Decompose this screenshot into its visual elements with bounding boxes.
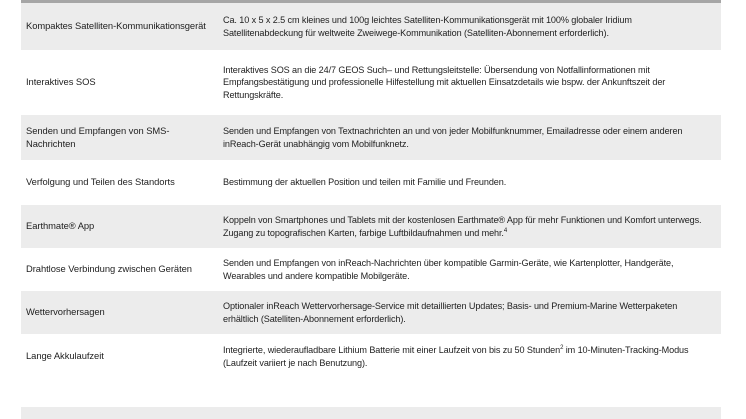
feature-description-text-continued: im 10-Minuten-Tracking-Modus (Laufzeit variiert je nach Benutzung). [223, 344, 689, 368]
table-row [21, 205, 721, 249]
table-row [21, 249, 721, 291]
feature-description [219, 344, 721, 369]
feature-label: Senden und Empfangen von SMS-Nachrichten [26, 124, 170, 149]
footnote-marker: 4 [503, 227, 508, 234]
feature-description: Senden und Empfangen von inReach-Nachrichten über kompatible Garmin-Geräte, wie Kartenplotter, Handgeräte, Wearables und andere kompatible Mobilgeräte. [223, 257, 674, 281]
feature-description: Optionaler inReach Wettervorhersage-Service mit detaillierten Updates; Basis- und Premium-Marine Wetterpaketen erhältlich (Satelliten-Abonnement erforderlich). [223, 300, 678, 324]
table-next-row-band [21, 407, 721, 419]
feature-description: Senden und Empfangen von Textnachrichten an und von jeder Mobilfunknummer, Emailadresse oder einem anderen inReach-Gerät unabhängig vom Mobilfunknetz. [223, 125, 683, 149]
footnote-marker: 2 [560, 344, 564, 351]
table-row [21, 3, 721, 51]
table-row [21, 115, 721, 161]
feature-label: Kompaktes Satelliten-Kommunikationsgerät [26, 20, 206, 32]
feature-label: Wettervorhersagen [26, 306, 105, 318]
feature-label: Drahtlose Verbindung zwischen Geräten [26, 263, 192, 275]
feature-description: Bestimmung der aktuellen Position und teilen mit Familie und Freunden. [223, 177, 507, 188]
table-row [21, 291, 721, 335]
table-row [21, 335, 721, 379]
feature-description-text: Koppeln von Smartphones und Tablets mit der kostenlosen Earthmate® App für mehr Funktionen und Komfort unterwegs. Zugang zu topografischen Karten, farbige Luftbildaufnahmen und mehr. [223, 214, 702, 238]
feature-label: Verfolgung und Teilen des Standorts [26, 176, 175, 188]
table-row [21, 161, 721, 205]
feature-label: Earthmate® App [26, 220, 95, 232]
table-row [21, 51, 721, 115]
feature-description: Interaktives SOS an die 24/7 GEOS Such– und Rettungsleitstelle: Übersendung von Notfallinformationen mit Empfangsbestätigung und professionelle Hilfestellung mit aktuellen Einsatzdetails wie bspw. der Ankunftszeit der Rettungskräfte. [223, 64, 666, 100]
feature-table [21, 3, 721, 379]
feature-label: Lange Akkulaufzeit [26, 350, 104, 362]
feature-description [219, 214, 721, 239]
feature-label: Interaktives SOS [26, 76, 96, 88]
feature-description: Ca. 10 x 5 x 2.5 cm kleines und 100g leichtes Satelliten-Kommunikationsgerät mit 100% globaler Iridium Satellitenabdeckung für weltweite Zweiwege-Kommunikation (Satelliten-Abonnement erforderlich). [223, 14, 632, 38]
feature-description-text: Integrierte, wiederaufladbare Lithium Batterie mit einer Laufzeit von bis zu 50 Stunden [223, 344, 561, 355]
